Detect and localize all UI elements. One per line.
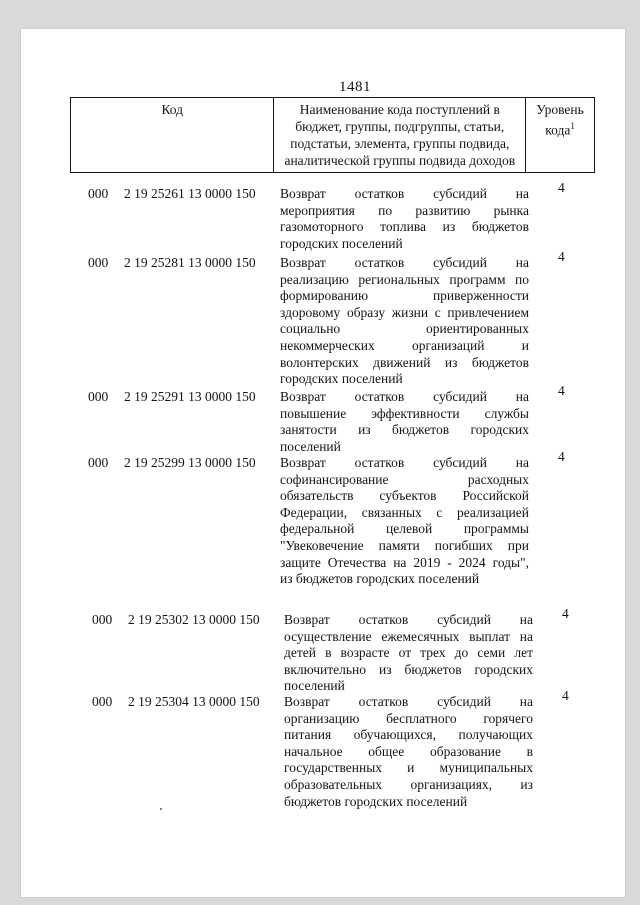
revenue-name	[280, 455, 529, 588]
revenue-name-line: осуществление ежемесячных выплат на	[284, 628, 533, 644]
revenue-name	[284, 694, 533, 810]
admin-code: 000	[88, 255, 109, 270]
code-level: 4	[558, 249, 565, 264]
revenue-name	[280, 389, 529, 455]
revenue-code: 2 19 25261 13 0000 150	[124, 186, 256, 201]
admin-code: 000	[88, 186, 109, 201]
code-level: 4	[558, 449, 565, 464]
revenue-name-line: здоровому образу жизни с привлечением	[280, 304, 529, 320]
revenue-name-line: поселений	[280, 438, 341, 454]
header-level	[526, 98, 595, 173]
code-level: 4	[558, 180, 565, 195]
revenue-name-line: некоммерческих организаций и	[280, 337, 529, 353]
revenue-name-line: Возврат остатков субсидий на	[284, 612, 533, 627]
revenue-name-line: волонтерских движений из бюджетов	[280, 354, 529, 370]
revenue-name-line: включительно из бюджетов городских	[284, 661, 533, 677]
header-code: Код	[71, 98, 274, 173]
revenue-name-line: Возврат остатков субсидий на	[280, 255, 529, 270]
revenue-name-line: детей в возрасте от трех до семи лет	[284, 645, 533, 661]
revenue-name-line: повышение эффективности службы	[280, 405, 529, 421]
revenue-name-line: организацию бесплатного горячего	[284, 710, 533, 726]
revenue-code: 2 19 25291 13 0000 150	[124, 389, 256, 404]
revenue-name-line: "Увековечение памяти погибших при	[280, 537, 529, 553]
revenue-name-line: бюджетов городских поселений	[284, 793, 468, 809]
revenue-name-line: Федерации, связанных с реализацией	[280, 504, 529, 520]
revenue-name-line: газомоторного топлива из бюджетов	[280, 219, 529, 235]
revenue-name	[284, 612, 533, 695]
revenue-name-line: образовательных организациях, из	[284, 776, 533, 792]
admin-code: 000	[92, 612, 113, 627]
revenue-name-line: федеральной целевой программы	[280, 521, 529, 537]
header-level-label: Уровень кода	[536, 102, 584, 138]
admin-code: 000	[88, 389, 109, 404]
revenue-code: 2 19 25281 13 0000 150	[124, 255, 256, 270]
revenue-name-line: городских поселений	[280, 235, 403, 251]
revenue-name-line: социально ориентированных	[280, 321, 529, 337]
revenue-name-line: питания обучающихся, получающих	[284, 727, 533, 743]
code-level: 4	[562, 606, 569, 621]
revenue-name-line: Возврат остатков субсидий на	[284, 694, 533, 709]
revenue-name-line: защите Отечества на 2019 - 2024 годы",	[280, 554, 529, 570]
revenue-name-line: формированию приверженности	[280, 288, 529, 304]
revenue-name-line: занятости из бюджетов городских	[280, 422, 529, 438]
revenue-name-line: городских поселений	[280, 371, 403, 387]
table-header	[70, 97, 595, 173]
revenue-code: 2 19 25302 13 0000 150	[128, 612, 260, 627]
admin-code: 000	[88, 455, 109, 470]
header-level-footnote: 1	[570, 121, 575, 131]
revenue-code: 2 19 25299 13 0000 150	[124, 455, 256, 470]
revenue-name-line: Возврат остатков субсидий на	[280, 455, 529, 470]
revenue-name-line: начальное общее образование в	[284, 743, 533, 759]
revenue-name-line: обязательств субъектов Российской	[280, 488, 529, 504]
revenue-code: 2 19 25304 13 0000 150	[128, 694, 260, 709]
page-number: 1481	[339, 79, 371, 95]
revenue-name	[280, 255, 529, 388]
revenue-name-line: мероприятия по развитию рынка	[280, 202, 529, 218]
code-level: 4	[558, 383, 565, 398]
revenue-name	[280, 186, 529, 252]
revenue-name-line: софинансирование расходных	[280, 471, 529, 487]
revenue-name-line: из бюджетов городских поселений	[280, 571, 480, 587]
scan-speck	[160, 808, 162, 810]
revenue-name-line: Возврат остатков субсидий на	[280, 186, 529, 201]
revenue-name-line: поселений	[284, 678, 345, 694]
header-name: Наименование кода поступлений в бюджет, группы, подгруппы, статьи, подстатьи, элемента, группы подвида, аналитической группы подвида доходов	[274, 98, 526, 173]
admin-code: 000	[92, 694, 113, 709]
revenue-name-line: Возврат остатков субсидий на	[280, 389, 529, 404]
revenue-name-line: реализацию региональных программ по	[280, 271, 529, 287]
revenue-name-line: государственных и муниципальных	[284, 760, 533, 776]
code-level: 4	[562, 688, 569, 703]
